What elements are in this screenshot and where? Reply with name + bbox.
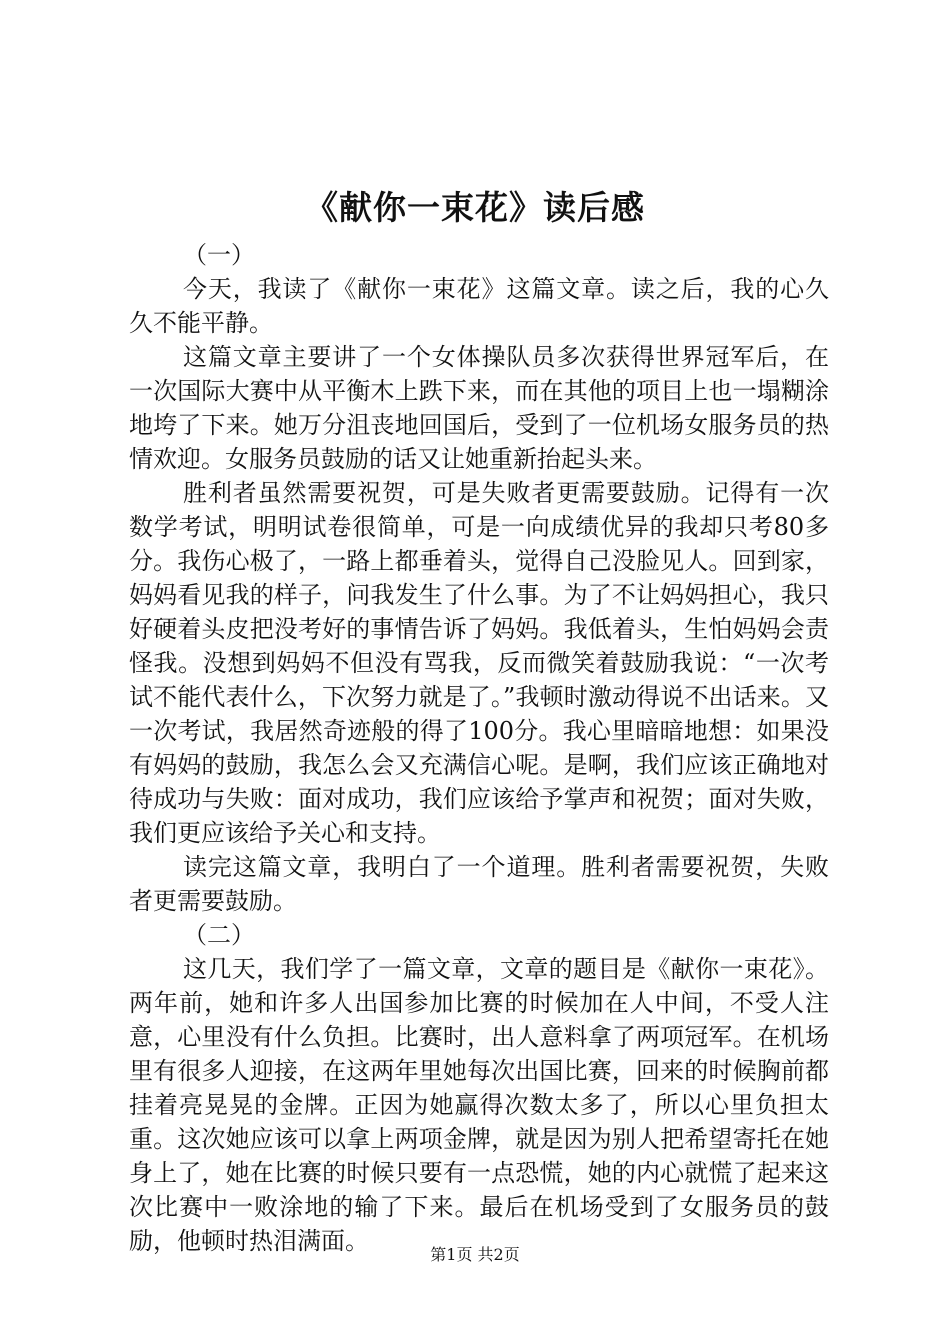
paragraph: 读完这篇文章，我明白了一个道理。胜利者需要祝贺，失败者更需要鼓励。 <box>129 853 829 915</box>
paragraph: 这篇文章主要讲了一个女体操队员多次获得世界冠军后，在一次国际大赛中从平衡木上跌下来，而在其他的项目上也一塌糊涂地垮了下来。她万分沮丧地回国后，受到了一位机场女服务员的热情欢迎。女服务员鼓励的话又让她重新抬起头来。 <box>129 343 829 473</box>
section-label-2: （二） <box>183 921 255 949</box>
paragraph: 这几天，我们学了一篇文章，文章的题目是《献你一束花》。两年前，她和许多人出国参加比赛的时候加在人中间，不受人注意，心里没有什么负担。比赛时，出人意料拿了两项冠军。在机场里有很多人迎接，在这两年里她每次出国比赛，回来的时候胸前都挂着亮晃晃的金牌。正因为她赢得次数太多了，所以心里负担太重。这次她应该可以拿上两项金牌，就是因为别人把希望寄托在她身上了，她在比赛的时候只要有一点恐慌，她的内心就慌了起来这次比赛中一败涂地的输了下来。最后在机场受到了女服务员的鼓励，他顿时热泪满面。 <box>129 955 829 1255</box>
paragraph: 胜利者虽然需要祝贺，可是失败者更需要鼓励。记得有一次数学考试，明明试卷很简单，可是一向成绩优异的我却只考80多分。我伤心极了，一路上都垂着头，觉得自己没脸见人。回到家，妈妈看见我的样子，问我发生了什么事。为了不让妈妈担心，我只好硬着头皮把没考好的事情告诉了妈妈。我低着头，生怕妈妈会责怪我。没想到妈妈不但没有骂我，反而微笑着鼓励我说：“一次考试不能代表什么，下次努力就是了。”我顿时激动得说不出话来。又一次考试，我居然奇迹般的得了100分。我心里暗暗地想：如果没有妈妈的鼓励，我怎么会又充满信心呢。是啊，我们应该正确地对待成功与失败：面对成功，我们应该给予掌声和祝贺；面对失败，我们更应该给予关心和支持。 <box>129 479 829 847</box>
document-body <box>129 238 829 1258</box>
paragraph: 今天，我读了《献你一束花》这篇文章。读之后，我的心久久不能平静。 <box>129 275 829 337</box>
page-footer: 第1页 共2页 <box>430 1245 520 1264</box>
document-title: 《献你一束花》读后感 <box>305 188 645 227</box>
section-label-1: （一） <box>183 241 255 269</box>
